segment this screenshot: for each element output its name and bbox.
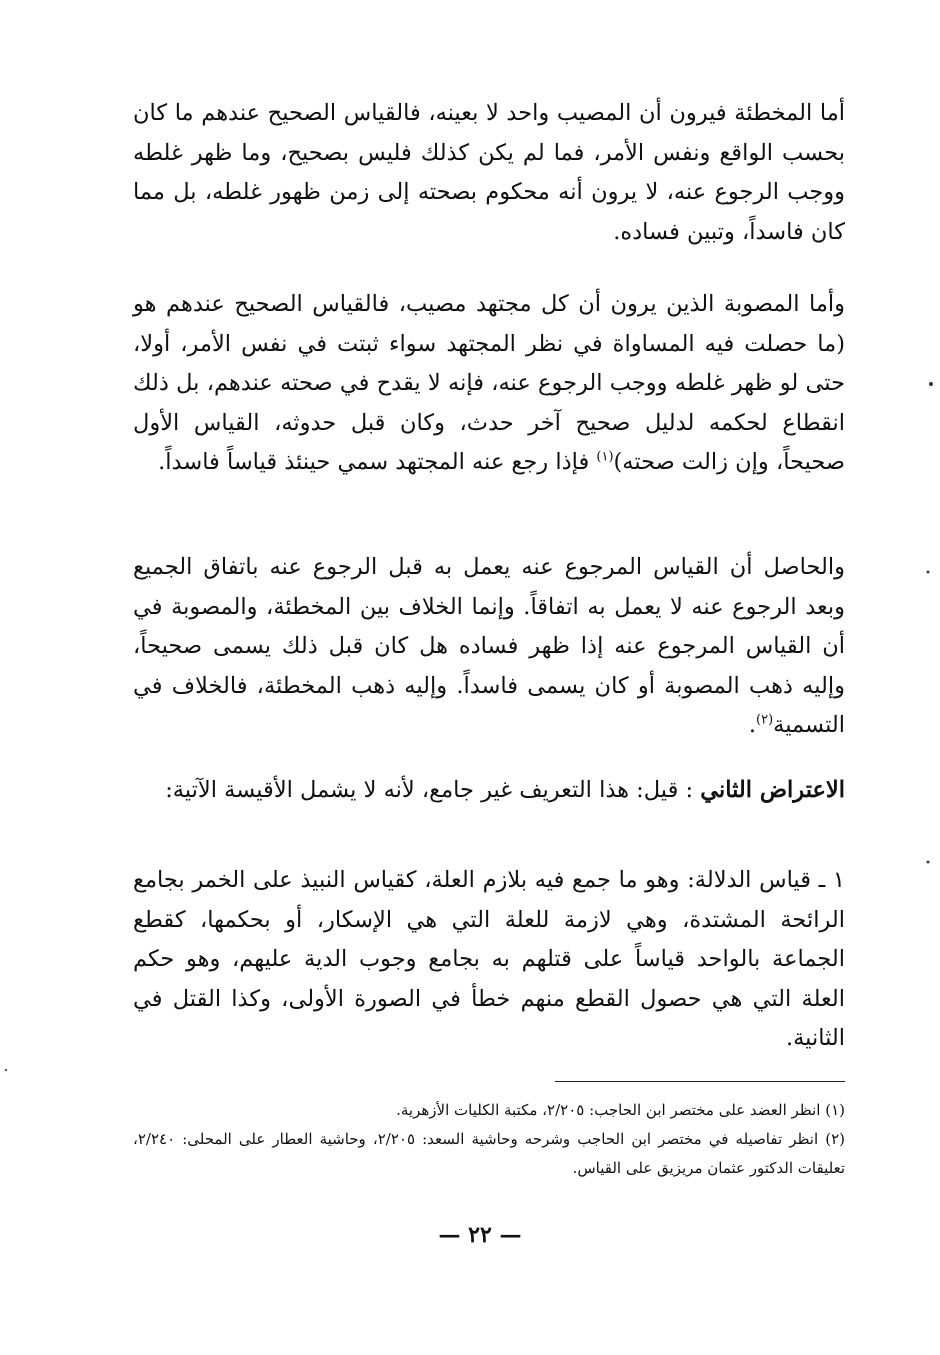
page-number: — ٢٢ — bbox=[438, 1222, 522, 1248]
footnote-ref-2: (٢) bbox=[756, 712, 774, 728]
footnote-1: (١) انظر العضد على مختصر ابن الحاجب: ٢/٢٠٥، مكتبة الكليات الأزهرية. bbox=[396, 1101, 845, 1119]
footnote-ref-1: (١) bbox=[596, 449, 614, 465]
paragraph-2-text-after: فإذا رجع عنه المجتهد سمي حينئذ قياساً فاسداً. bbox=[158, 449, 597, 475]
footnote-2: (٢) انظر تفاصيله في مختصر ابن الحاجب وشرحه وحاشية السعد: ٢/٢٠٥، وحاشية العطار على المحلى: ٢/٢٤٠، تعليقات الدكتور عثمان مريزيق على القياس. bbox=[133, 1130, 845, 1177]
paragraph-1-text: أما المخطئة فيرون أن المصيب واحد لا بعينه، فالقياس الصحيح عندهم ما كان بحسب الواقع ونفس الأمر، فما لم يكن كذلك فليس بصحيح، وما ظهر غلطه ووجب الرجوع عنه، لا يرون أنه محكوم بصحته إلى زمن ظهور غلطه، بل مما كان فاسداً، وتبين فساده. bbox=[133, 100, 845, 245]
objection-text: : قيل: هذا التعريف غير جامع، لأنه لا يشمل الأقيسة الآتية: bbox=[165, 777, 694, 803]
paragraph-2-text: وأما المصوبة الذين يرون أن كل مجتهد مصيب، فالقياس الصحيح عندهم هو (ما حصلت فيه المساواة في نظر المجتهد سواء ثبتت في نفس الأمر، أولا، حتى لو ظهر غلطه ووجب الرجوع عنه، فإنه لا يقدح في صحته عندهم، بل ذلك انقطاع لحكمه لدليل صحيح آخر حدث، وكان قبل حدوثه، القياس الأول صحيحاً، وإن زالت صحته) bbox=[133, 291, 845, 475]
objection-heading: الاعتراض الثاني bbox=[700, 777, 845, 803]
paragraph-3-text: والحاصل أن القياس المرجوع عنه يعمل به قبل الرجوع عنه باتفاق الجميع وبعد الرجوع عنه لا يعمل به اتفاقاً. وإنما الخلاف بين المخطئة، والمصوبة في أن القياس المرجوع عنه إذا ظهر فساده هل كان قبل ذلك يسمى صحيحاً، وإليه ذهب المصوبة أو كان يسمى فاسداً. وإليه ذهب المخطئة، فالخلاف في التسمية bbox=[133, 554, 845, 738]
paragraph-5-text: ١ ـ قياس الدلالة: وهو ما جمع فيه بلازم العلة، كقياس النبيذ على الخمر بجامع الرائحة المشتدة، وهي لازمة للعلة التي هي الإسكار، أو بحكمها، كقطع الجماعة بالواحد قياساً على قتلهم به بجامع وجوب الدية عليهم، وهو حكم العلة التي هي حصول القطع منهم خطأ في الصورة الأولى، وكذا القتل في الثانية. bbox=[133, 867, 845, 1051]
paragraph-3-text-after: . bbox=[748, 712, 757, 738]
